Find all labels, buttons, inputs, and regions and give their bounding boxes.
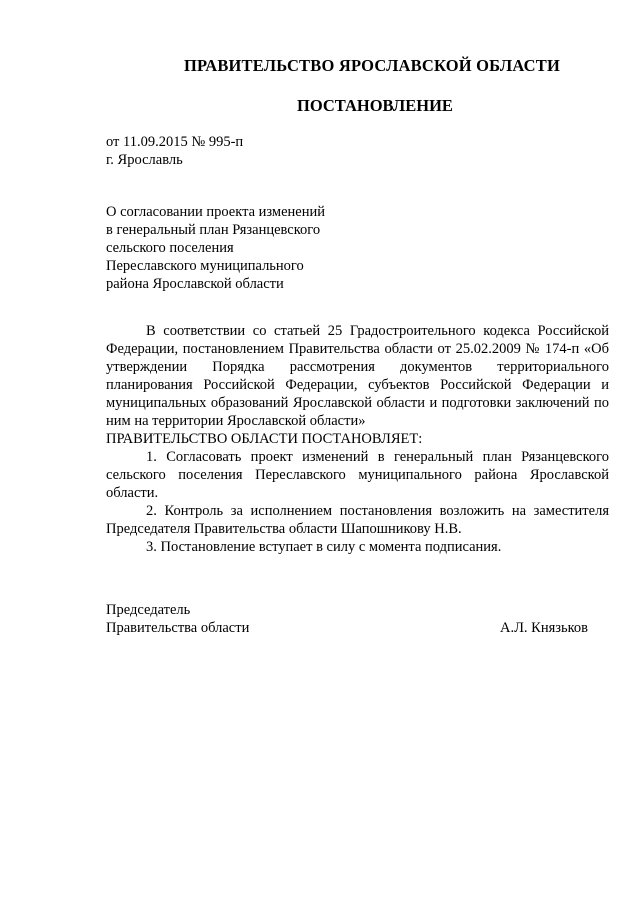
signatory-title-line1: Председатель	[106, 602, 191, 618]
item-paragraph: 3. Постановление вступает в силу с момента подписания.	[146, 539, 502, 555]
subject-line: О согласовании проекта изменений	[106, 204, 326, 220]
item-paragraph: 2. Контроль за исполнением постановления возложить на заместителя Председателя Правительства области Шапошникову Н.В.	[106, 503, 609, 537]
signatory-name: А.Л. Князьков	[499, 620, 588, 636]
resolves-heading: ПРАВИТЕЛЬСТВО ОБЛАСТИ ПОСТАНОВЛЯЕТ:	[106, 431, 423, 447]
city: г. Ярославль	[106, 152, 183, 168]
date-number: от 11.09.2015 № 995-п	[106, 134, 244, 150]
document-body	[106, 322, 609, 556]
subject-line: Переславского муниципального	[106, 258, 304, 274]
subject-line: сельского поселения	[106, 240, 234, 256]
document-type-title: ПОСТАНОВЛЕНИЕ	[297, 96, 453, 115]
preamble-paragraph: В соответствии со статьей 25 Градостроительного кодекса Российской Федерации, постановлением Правительства области от 25.02.2009 № 174-п «Об утверждении Порядка рассмотрения документов территориального планирования Российской Федерации, субъектов Российской Федерации и муниципальных образований Ярославской области и подготовки заключений по ним на территории Ярославской области»	[106, 323, 609, 429]
signature-block	[106, 601, 588, 637]
document-subject	[106, 203, 325, 293]
item-paragraph: 1. Согласовать проект изменений в генеральный план Рязанцевского сельского поселения Переславского муниципального района Ярославской области.	[106, 449, 609, 501]
subject-line: в генеральный план Рязанцевского	[106, 222, 321, 238]
organization-title: ПРАВИТЕЛЬСТВО ЯРОСЛАВСКОЙ ОБЛАСТИ	[184, 56, 561, 75]
document-meta	[106, 133, 243, 169]
subject-line: района Ярославской области	[106, 276, 284, 292]
signatory-title-line2: Правительства области	[106, 620, 250, 636]
